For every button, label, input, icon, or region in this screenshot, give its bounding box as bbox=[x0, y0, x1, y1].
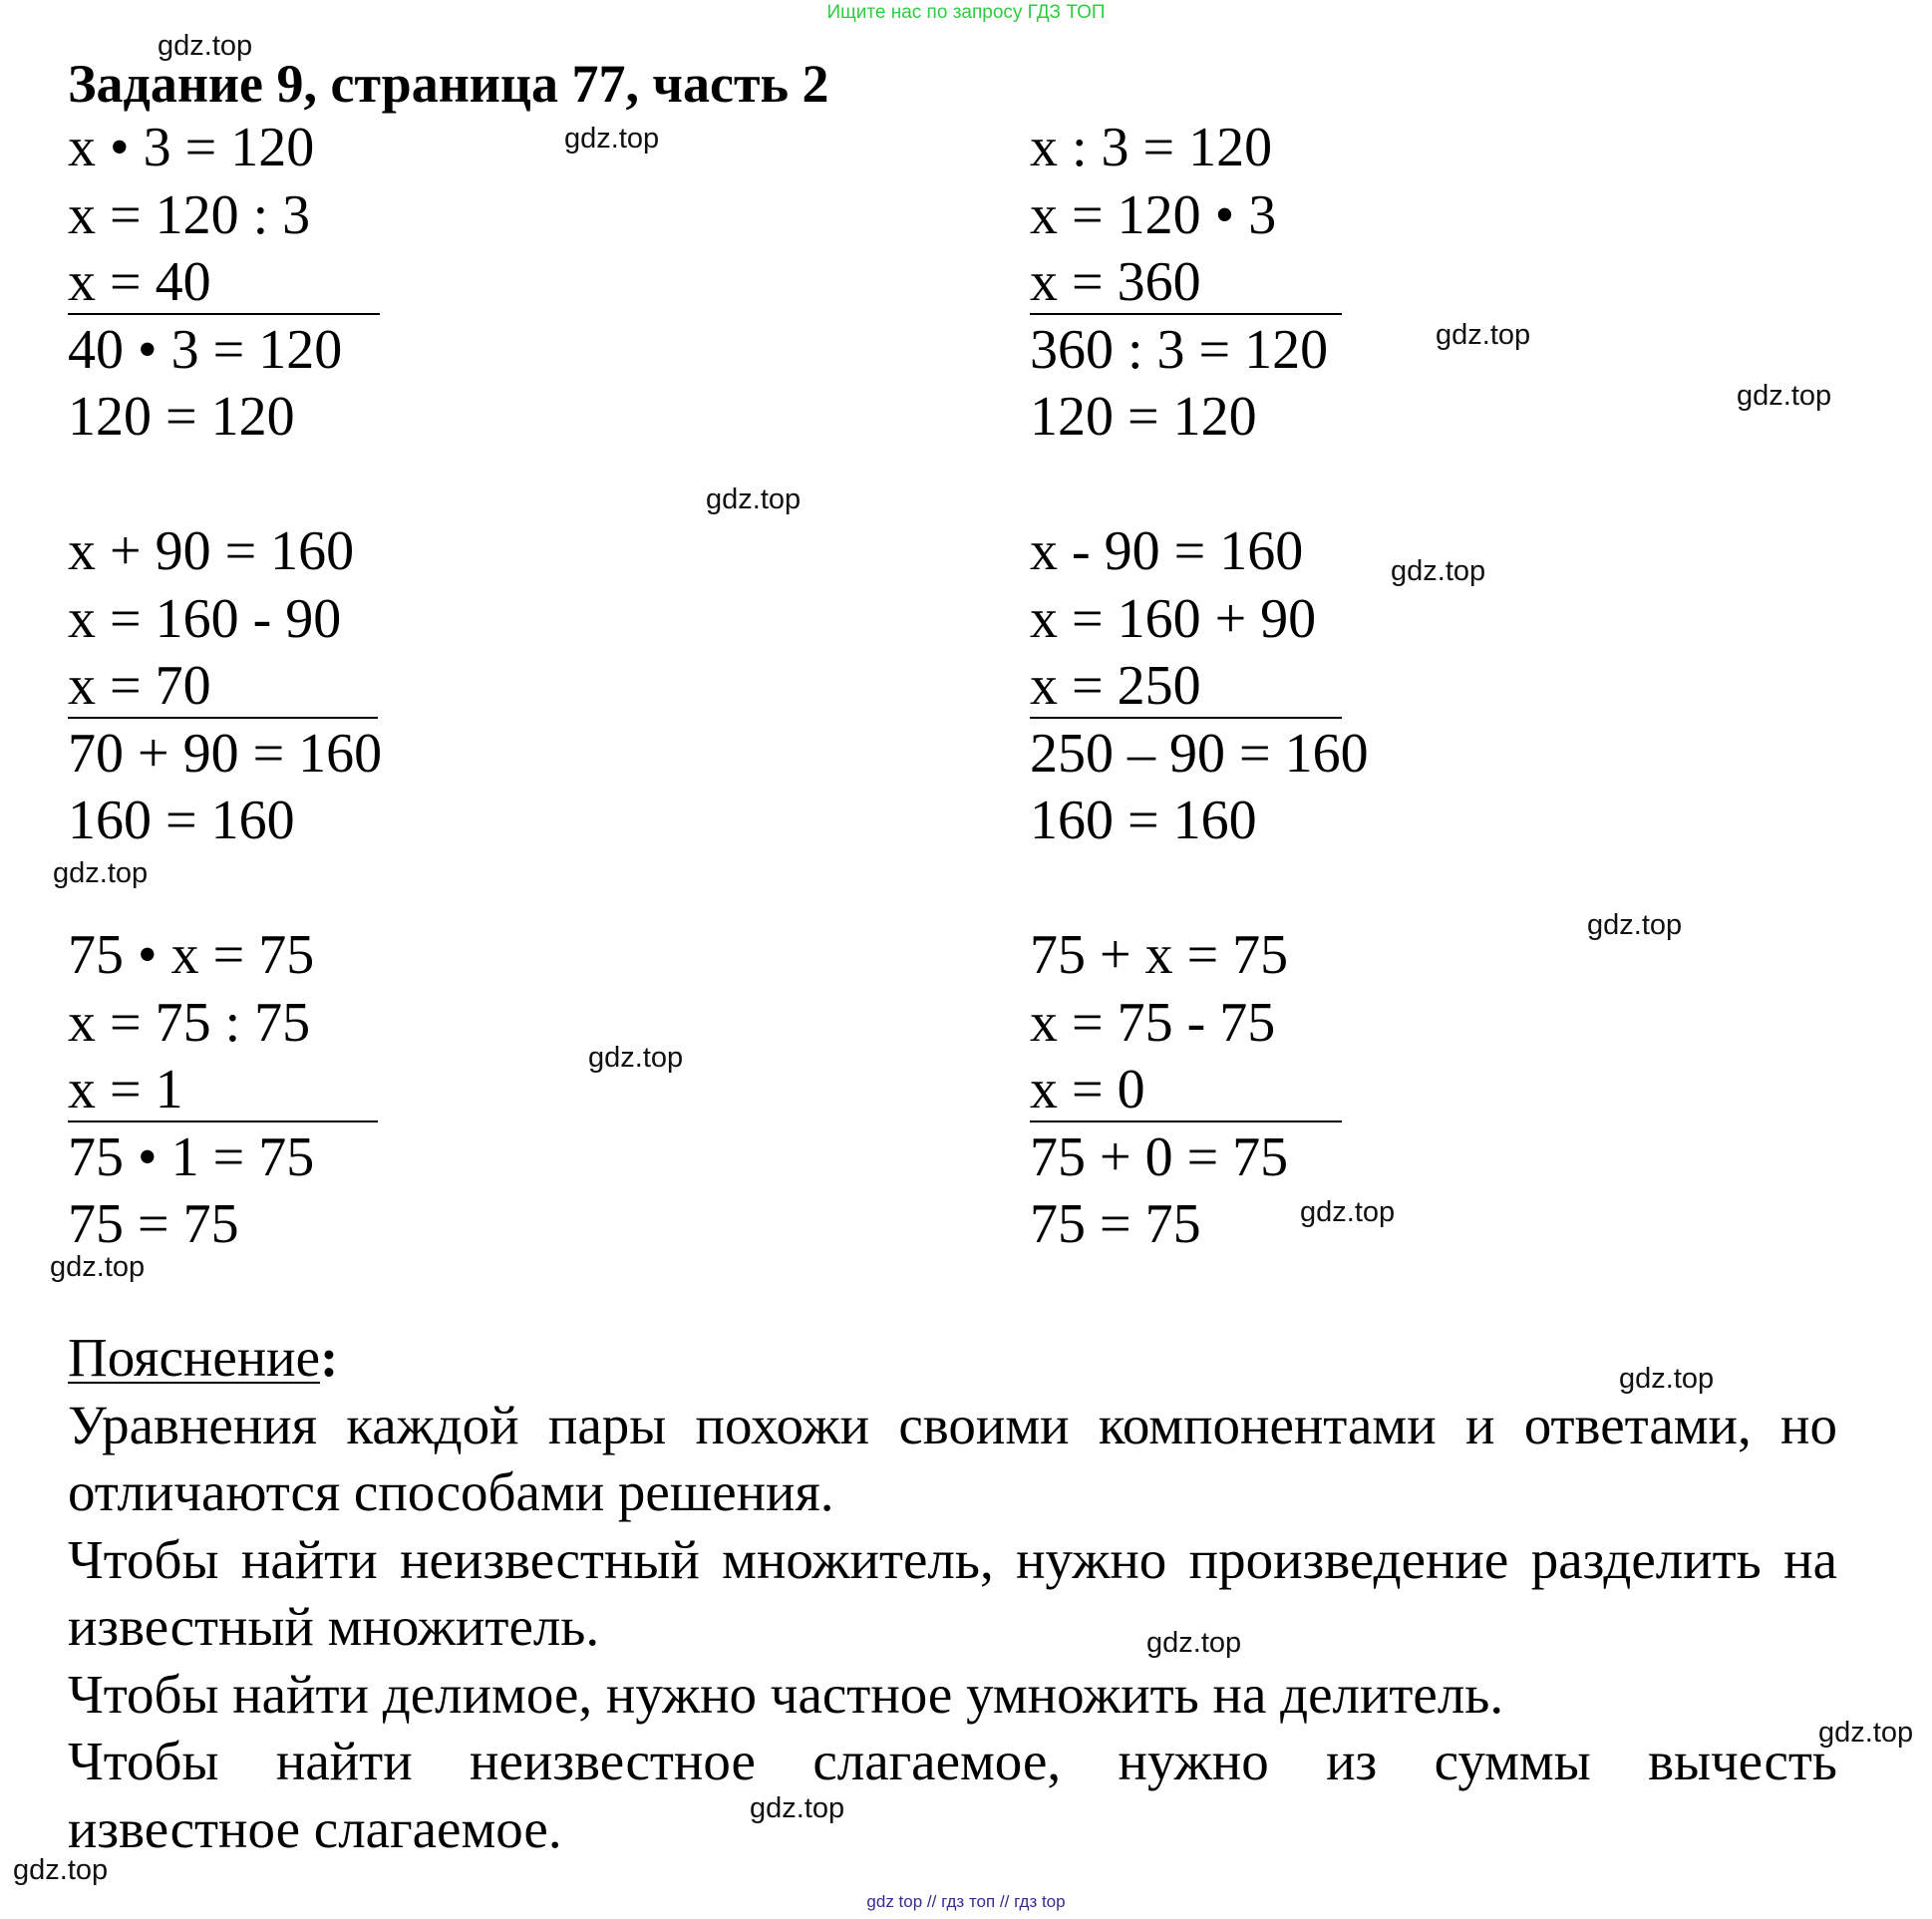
divider-rule bbox=[1030, 313, 1342, 315]
watermark: gdz.top bbox=[1146, 1627, 1242, 1659]
check-line: 360 : 3 = 120 bbox=[1030, 318, 1329, 381]
explanation-paragraph: известное слагаемое. bbox=[68, 1797, 562, 1859]
explanation-paragraph: Чтобы найти неизвестное слагаемое, нужно из суммы вычесть bbox=[68, 1731, 1837, 1791]
watermark: gdz.top bbox=[50, 1251, 146, 1283]
check-line: 160 = 160 bbox=[1030, 790, 1257, 851]
check-line: 120 = 120 bbox=[1030, 386, 1257, 448]
watermark: gdz.top bbox=[158, 30, 253, 62]
watermark: gdz.top bbox=[53, 857, 149, 889]
explanation-paragraph: Чтобы найти делимое, нужно частное умножить на делитель. bbox=[68, 1663, 1504, 1725]
equation-block-3 bbox=[68, 518, 486, 855]
check-line: 75 • 1 = 75 bbox=[68, 1125, 315, 1188]
equation-block-4 bbox=[1030, 518, 1449, 855]
watermark: gdz.top bbox=[588, 1042, 684, 1074]
watermark: gdz.top bbox=[1619, 1363, 1715, 1395]
equation-block-2 bbox=[1030, 115, 1449, 452]
equation-line: x = 160 + 90 bbox=[1030, 587, 1317, 650]
divider-rule bbox=[1030, 1120, 1342, 1122]
explanation-heading: Пояснение: bbox=[68, 1327, 339, 1388]
explanation-paragraph: Уравнения каждой пары похожи своими компонентами и ответами, но отличаются способами решения. bbox=[68, 1394, 1837, 1522]
check-line: 70 + 90 = 160 bbox=[68, 722, 383, 785]
check-line: 40 • 3 = 120 bbox=[68, 318, 343, 381]
equation-line: x = 120 : 3 bbox=[68, 183, 311, 246]
equation-block-5 bbox=[68, 922, 486, 1259]
equation-line: x = 40 bbox=[68, 251, 211, 313]
equation-line: x + 90 = 160 bbox=[68, 520, 355, 582]
bottom-links[interactable]: gdz top // гдз топ // гдз top bbox=[866, 1892, 1066, 1911]
page-title: Задание 9, страница 77, часть 2 bbox=[68, 54, 829, 114]
watermark: gdz.top bbox=[1818, 1717, 1914, 1749]
divider-rule bbox=[68, 313, 380, 315]
watermark: gdz.top bbox=[1300, 1196, 1396, 1228]
top-search-link[interactable]: Ищите нас по запросу ГДЗ ТОП bbox=[826, 2, 1106, 23]
check-line: 75 = 75 bbox=[1030, 1193, 1201, 1255]
watermark: gdz.top bbox=[706, 483, 802, 515]
equation-line: x = 1 bbox=[68, 1059, 183, 1120]
check-line: 75 = 75 bbox=[68, 1193, 239, 1255]
divider-rule bbox=[68, 1120, 378, 1122]
equation-line: x = 75 - 75 bbox=[1030, 991, 1276, 1054]
equation-line: x = 70 bbox=[68, 655, 211, 717]
equation-line: x • 3 = 120 bbox=[68, 117, 315, 178]
equation-line: x : 3 = 120 bbox=[1030, 117, 1273, 178]
watermark: gdz.top bbox=[1436, 319, 1531, 351]
check-line: 250 – 90 = 160 bbox=[1030, 722, 1369, 785]
equation-line: 75 • x = 75 bbox=[68, 924, 315, 986]
watermark: gdz.top bbox=[750, 1792, 845, 1824]
equation-line: x = 250 bbox=[1030, 655, 1201, 717]
check-line: 120 = 120 bbox=[68, 386, 295, 448]
equation-block-1 bbox=[68, 115, 486, 452]
watermark: gdz.top bbox=[564, 123, 660, 155]
divider-rule bbox=[1030, 717, 1342, 719]
watermark: gdz.top bbox=[1587, 909, 1683, 941]
watermark: gdz.top bbox=[1737, 380, 1832, 412]
equation-line: x = 75 : 75 bbox=[68, 991, 311, 1054]
equation-line: x - 90 = 160 bbox=[1030, 520, 1304, 582]
equation-line: x = 0 bbox=[1030, 1059, 1145, 1120]
check-line: 160 = 160 bbox=[68, 790, 295, 851]
equation-line: 75 + x = 75 bbox=[1030, 924, 1289, 986]
check-line: 75 + 0 = 75 bbox=[1030, 1125, 1289, 1188]
equation-line: x = 360 bbox=[1030, 251, 1201, 313]
divider-rule bbox=[68, 717, 378, 719]
equation-line: x = 120 • 3 bbox=[1030, 183, 1277, 246]
explanation-paragraph: Чтобы найти неизвестный множитель, нужно произведение разделить на известный множитель. bbox=[68, 1528, 1837, 1657]
explanation-section bbox=[68, 1324, 1837, 1862]
watermark: gdz.top bbox=[1391, 555, 1486, 587]
equation-line: x = 160 - 90 bbox=[68, 587, 342, 650]
watermark: gdz.top bbox=[13, 1854, 109, 1886]
